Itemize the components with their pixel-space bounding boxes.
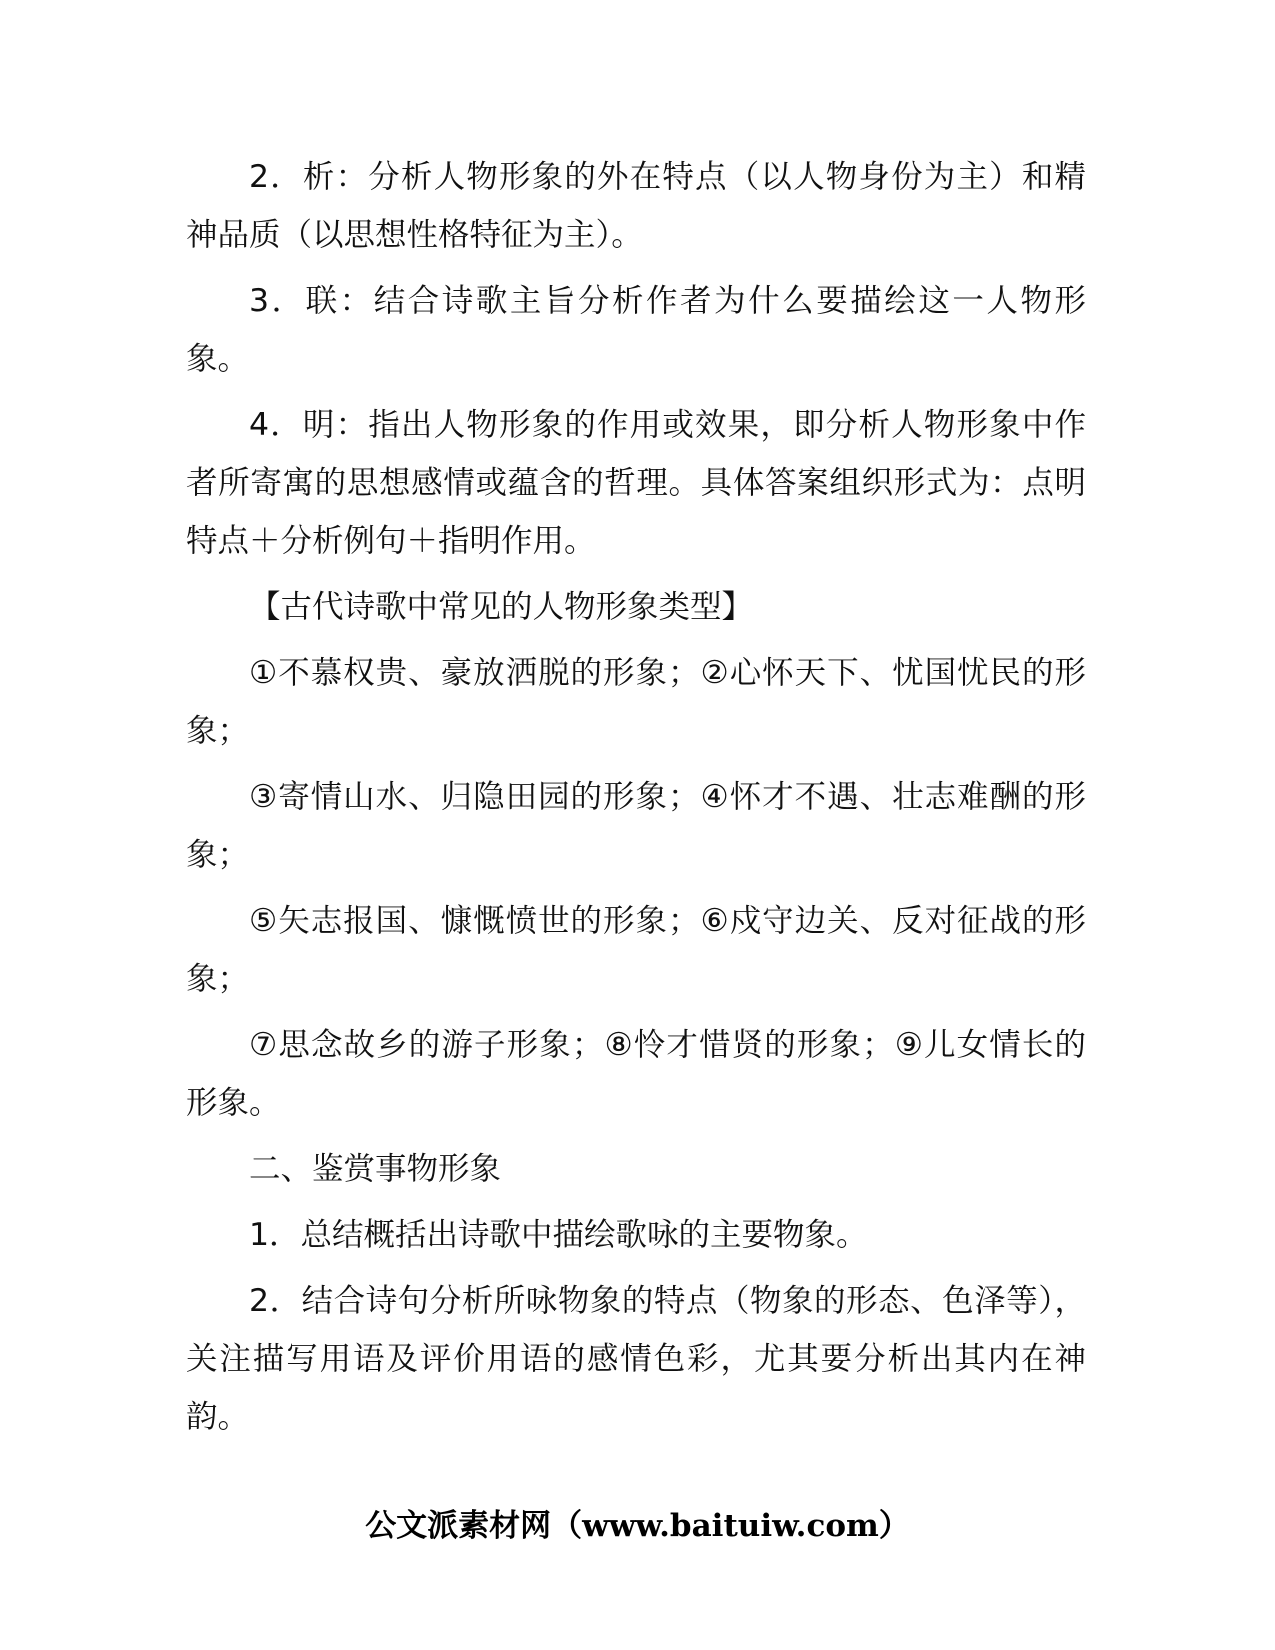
document-body <box>186 148 1086 1454</box>
paragraph-step-2: 2．结合诗句分析所咏物象的特点（物象的形态、色泽等），关注描写用语及评价用语的感情色彩，尤其要分析出其内在神韵。 <box>186 1283 1086 1435</box>
paragraph-step-1: 1．总结概括出诗歌中描绘歌咏的主要物象。 <box>249 1217 868 1253</box>
paragraph-analyze: 2．析：分析人物形象的外在特点（以人物身份为主）和精神品质（以思想性格特征为主）。 <box>186 159 1086 253</box>
section-heading-character-types: 【古代诗歌中常见的人物形象类型】 <box>249 589 754 625</box>
section-heading-object-image: 二、鉴赏事物形象 <box>249 1151 502 1187</box>
page-footer-watermark: 公文派素材网（www.baituiw.com） <box>365 1508 910 1544</box>
paragraph-connect: 3．联：结合诗歌主旨分析作者为什么要描绘这一人物形象。 <box>186 283 1086 377</box>
list-item-types-7-9: ⑦思念故乡的游子形象；⑧怜才惜贤的形象；⑨儿女情长的形象。 <box>186 1027 1086 1121</box>
list-item-types-3-4: ③寄情山水、归隐田园的形象；④怀才不遇、壮志难酬的形象； <box>186 779 1086 873</box>
list-item-types-1-2: ①不慕权贵、豪放洒脱的形象；②心怀天下、忧国忧民的形象； <box>186 655 1086 749</box>
paragraph-clarify: 4．明：指出人物形象的作用或效果，即分析人物形象中作者所寄寓的思想感情或蕴含的哲理。具体答案组织形式为：点明特点＋分析例句＋指明作用。 <box>186 407 1086 559</box>
list-item-types-5-6: ⑤矢志报国、慷慨愤世的形象；⑥戍守边关、反对征战的形象； <box>186 903 1086 997</box>
